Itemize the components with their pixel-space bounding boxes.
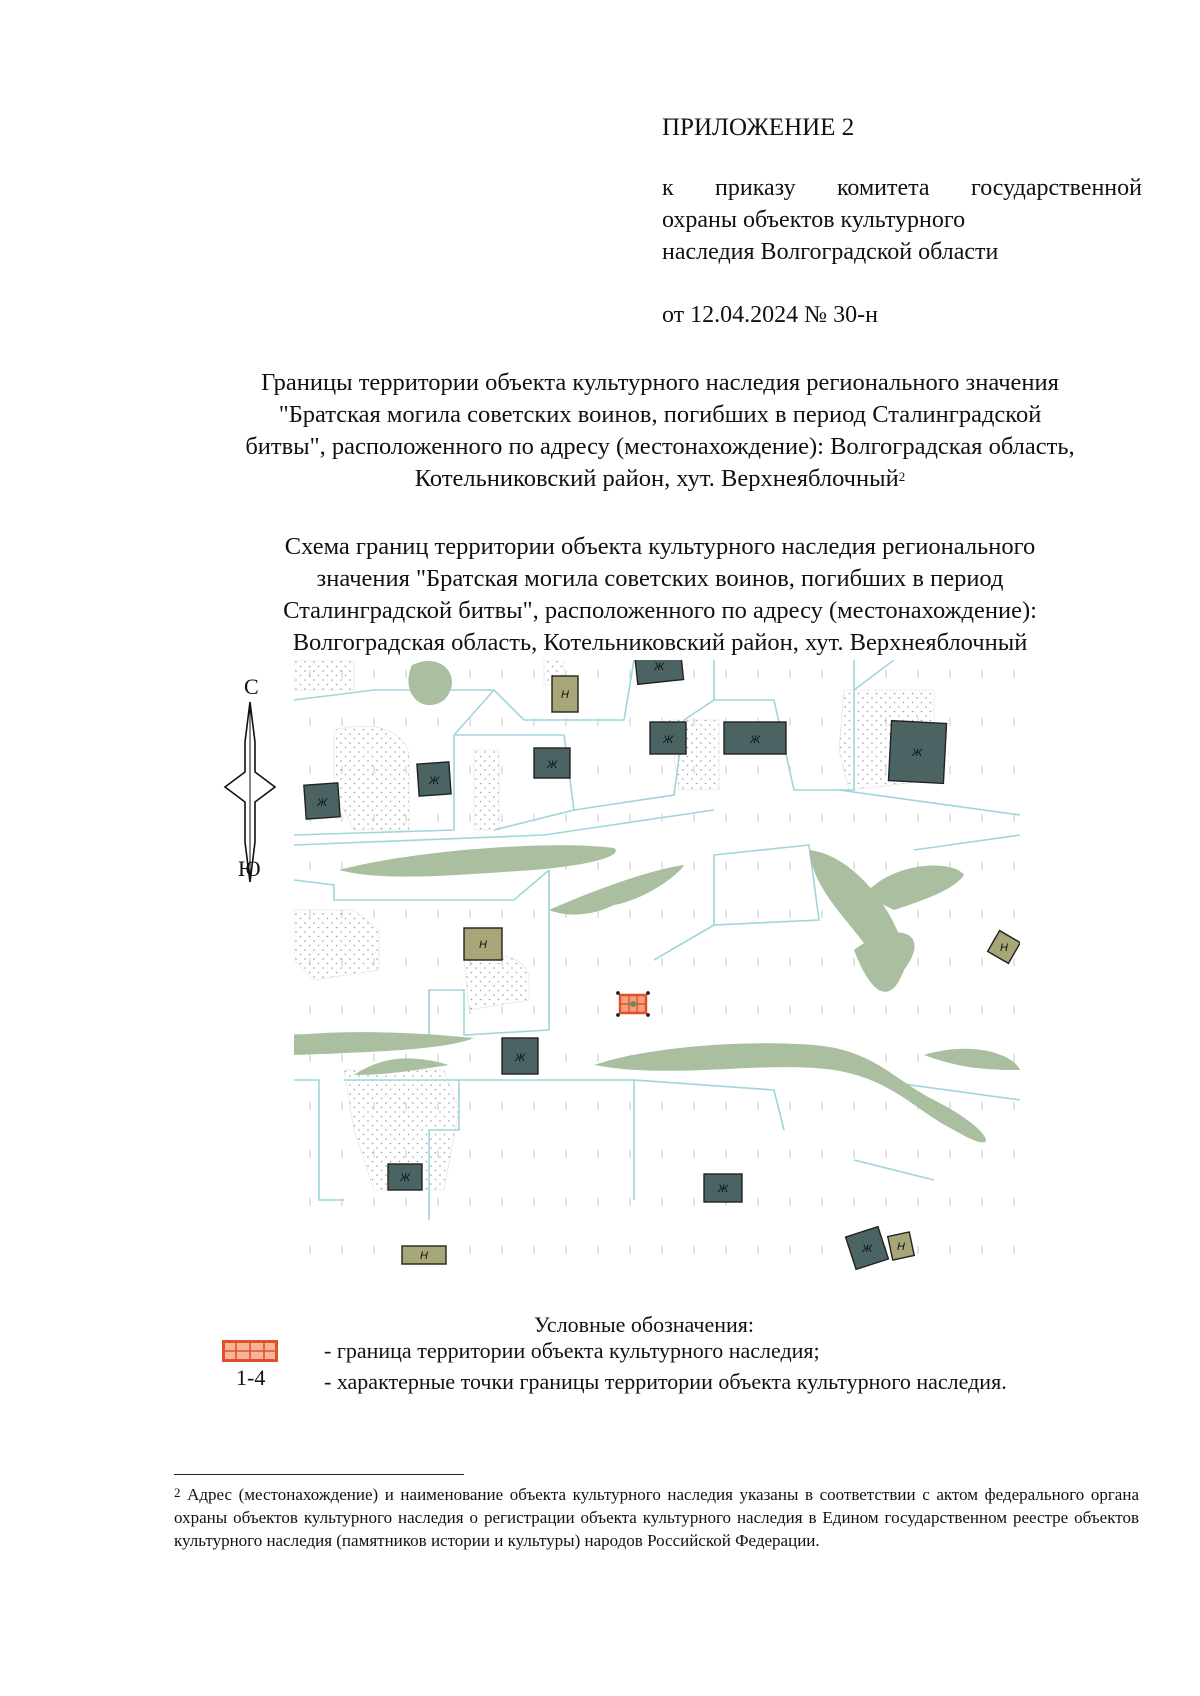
scheme-heading-line-1: Схема границ территории объекта культурного наследия регионального (284, 533, 1036, 560)
footnote-reference[interactable]: 2 (898, 469, 906, 484)
compass-north-label: С (244, 674, 259, 699)
north-arrow-icon (220, 672, 280, 882)
building-mark-res-4: Ж (653, 661, 665, 673)
building-mark-res-11: Ж (861, 1243, 873, 1255)
footnote-divider (174, 1474, 464, 1475)
footnote-text: Адрес (местонахождение) и наименование объекта культурного наследия указаны в соответствии с актом федерального органа охраны объектов культурного наследия о регистрации объекта культурного наследия в Едином государственном реестре объектов культурного наследия (памятников истории и культуры) народов Российской Федерации. (174, 1485, 1139, 1550)
scheme-heading-line-3: Сталинградской битвы", расположенного по адресу (местонахождение): (283, 597, 1037, 624)
boundaries-heading-line-1: Границы территории объекта культурного наследия регионального значения (261, 369, 1059, 396)
boundaries-heading-line-4 (170, 463, 1150, 495)
order-reference-line-3: наследия Волгоградской области (662, 239, 999, 265)
building-mark-res-7: Ж (911, 747, 923, 759)
building-mark-res-3: Ж (546, 759, 558, 771)
building-mark-res-6: Ж (749, 734, 761, 746)
site-map (294, 660, 1020, 1290)
compass-south-label: Ю (238, 856, 261, 881)
order-reference-line-2: охраны объектов культурного (662, 207, 966, 233)
building-mark-res-5: Ж (662, 734, 674, 746)
legend-points-text: - характерные точки границы территории объекта культурного наследия. (324, 1369, 1007, 1394)
footnote-number: 2 (174, 1485, 181, 1500)
boundary-legend-swatch (222, 1340, 278, 1362)
building-mark-nonres-5: Н (897, 1241, 905, 1253)
legend-points-label: 1-4 (236, 1365, 266, 1390)
footnote (174, 1483, 1139, 1552)
boundaries-heading-line-2: "Братская могила советских воинов, погибших в период Сталинградской (278, 401, 1042, 428)
building-mark-nonres-3: Н (1000, 942, 1008, 954)
building-mark-res-10: Ж (717, 1183, 729, 1195)
legend-title: Условные обозначения: (534, 1312, 755, 1337)
building-mark-res-2: Ж (428, 775, 440, 787)
order-date: от 12.04.2024 № 30-н (662, 302, 878, 328)
boundaries-heading-line-4-text: Котельниковский район, хут. Верхнеяблочный (414, 465, 899, 492)
building-mark-res-9: Ж (399, 1172, 411, 1184)
appendix-order-reference (662, 172, 1142, 268)
building-mark-nonres-2: Н (479, 939, 487, 951)
scheme-heading-line-4: Волгоградская область, Котельниковский район, хут. Верхнеяблочный (292, 629, 1028, 656)
boundaries-heading-line-3: битвы", расположенного по адресу (местонахождение): Волгоградская область, (245, 433, 1075, 460)
boundaries-heading (170, 367, 1150, 495)
legend-boundary-text: - граница территории объекта культурного наследия; (324, 1338, 820, 1363)
building-mark-nonres-1: Н (561, 689, 569, 701)
scheme-heading (170, 531, 1150, 659)
building-mark-res-8: Ж (514, 1052, 526, 1064)
heritage-site-boundary (617, 992, 650, 1017)
scheme-heading-line-2: значения "Братская могила советских воинов, погибших в период (316, 565, 1004, 592)
appendix-title: ПРИЛОЖЕНИЕ 2 (662, 114, 855, 141)
order-reference-line-1: к приказу комитета государственной (662, 175, 1142, 201)
building-mark-nonres-4: Н (420, 1250, 428, 1262)
building-mark-res-1: Ж (316, 797, 328, 809)
